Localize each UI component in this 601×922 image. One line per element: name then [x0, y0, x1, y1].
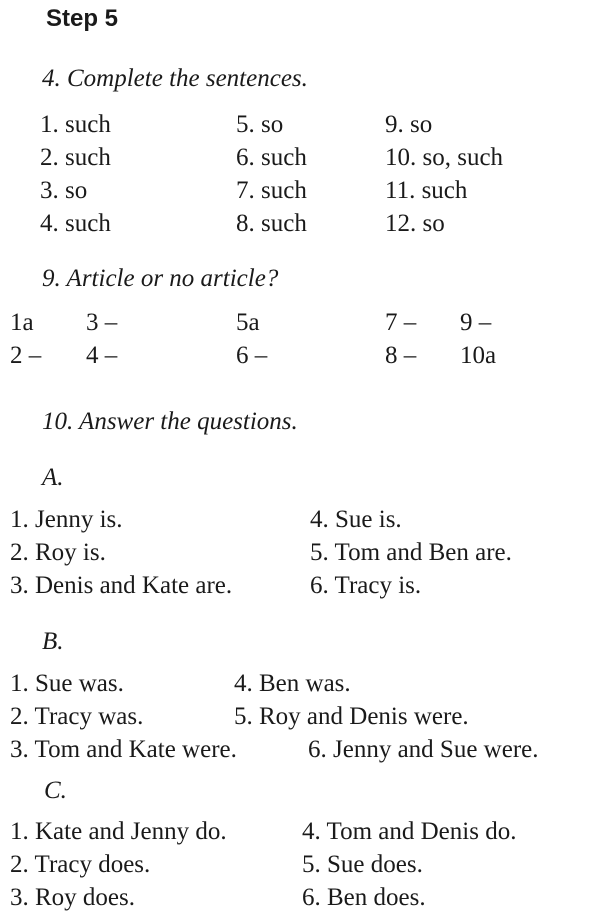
part-b-answer-1: 1. Sue was. [10, 670, 124, 697]
part-a-answer-2: 2. Roy is. [10, 539, 106, 566]
ex4-answer-10: 10. so, such [385, 144, 504, 171]
ex9-answer-6: 6 – [236, 342, 268, 369]
ex4-answer-2: 2. such [40, 144, 111, 171]
part-b-answer-4: 4. Ben was. [234, 670, 351, 697]
exercise-9-title: 9. Article or no article? [42, 265, 279, 292]
part-c-answer-4: 4. Tom and Denis do. [302, 818, 517, 845]
ex9-answer-4: 4 – [86, 342, 118, 369]
ex9-answer-8: 8 – [385, 342, 417, 369]
part-b-answer-2: 2. Tracy was. [10, 703, 144, 730]
part-b-answer-3: 3. Tom and Kate were. [10, 736, 237, 763]
ex4-answer-8: 8. such [236, 210, 307, 237]
ex4-answer-6: 6. such [236, 144, 307, 171]
ex4-answer-5: 5. so [236, 111, 284, 138]
part-c-label: C. [44, 777, 67, 804]
part-b-answer-5: 5. Roy and Denis were. [234, 703, 469, 730]
ex4-answer-3: 3. so [40, 177, 88, 204]
part-a-answer-3: 3. Denis and Kate are. [10, 572, 233, 599]
ex9-answer-7: 7 – [385, 309, 417, 336]
ex9-answer-10: 10a [460, 342, 497, 369]
exercise-10-title: 10. Answer the questions. [42, 408, 298, 435]
part-a-answer-5: 5. Tom and Ben are. [310, 539, 512, 566]
part-c-answer-6: 6. Ben does. [302, 884, 426, 911]
part-a-answer-4: 4. Sue is. [310, 506, 402, 533]
part-b-answer-6: 6. Jenny and Sue were. [308, 736, 539, 763]
ex4-answer-11: 11. such [385, 177, 468, 204]
exercise-4-title: 4. Complete the sentences. [42, 65, 308, 92]
part-c-answer-2: 2. Tracy does. [10, 851, 151, 878]
part-b-label: B. [42, 628, 64, 655]
part-c-answer-1: 1. Kate and Jenny do. [10, 818, 227, 845]
ex9-answer-2: 2 – [10, 342, 42, 369]
ex9-answer-1: 1a [10, 309, 34, 336]
part-a-answer-6: 6. Tracy is. [310, 572, 422, 599]
part-c-answer-5: 5. Sue does. [302, 851, 423, 878]
ex4-answer-9: 9. so [385, 111, 433, 138]
part-c-answer-3: 3. Roy does. [10, 884, 135, 911]
ex9-answer-5: 5a [236, 309, 260, 336]
ex4-answer-1: 1. such [40, 111, 111, 138]
ex4-answer-12: 12. so [385, 210, 445, 237]
ex4-answer-4: 4. such [40, 210, 111, 237]
part-a-label: A. [42, 464, 64, 491]
page-title: Step 5 [46, 5, 119, 32]
part-a-answer-1: 1. Jenny is. [10, 506, 123, 533]
ex4-answer-7: 7. such [236, 177, 307, 204]
ex9-answer-3: 3 – [86, 309, 118, 336]
ex9-answer-9: 9 – [460, 309, 492, 336]
